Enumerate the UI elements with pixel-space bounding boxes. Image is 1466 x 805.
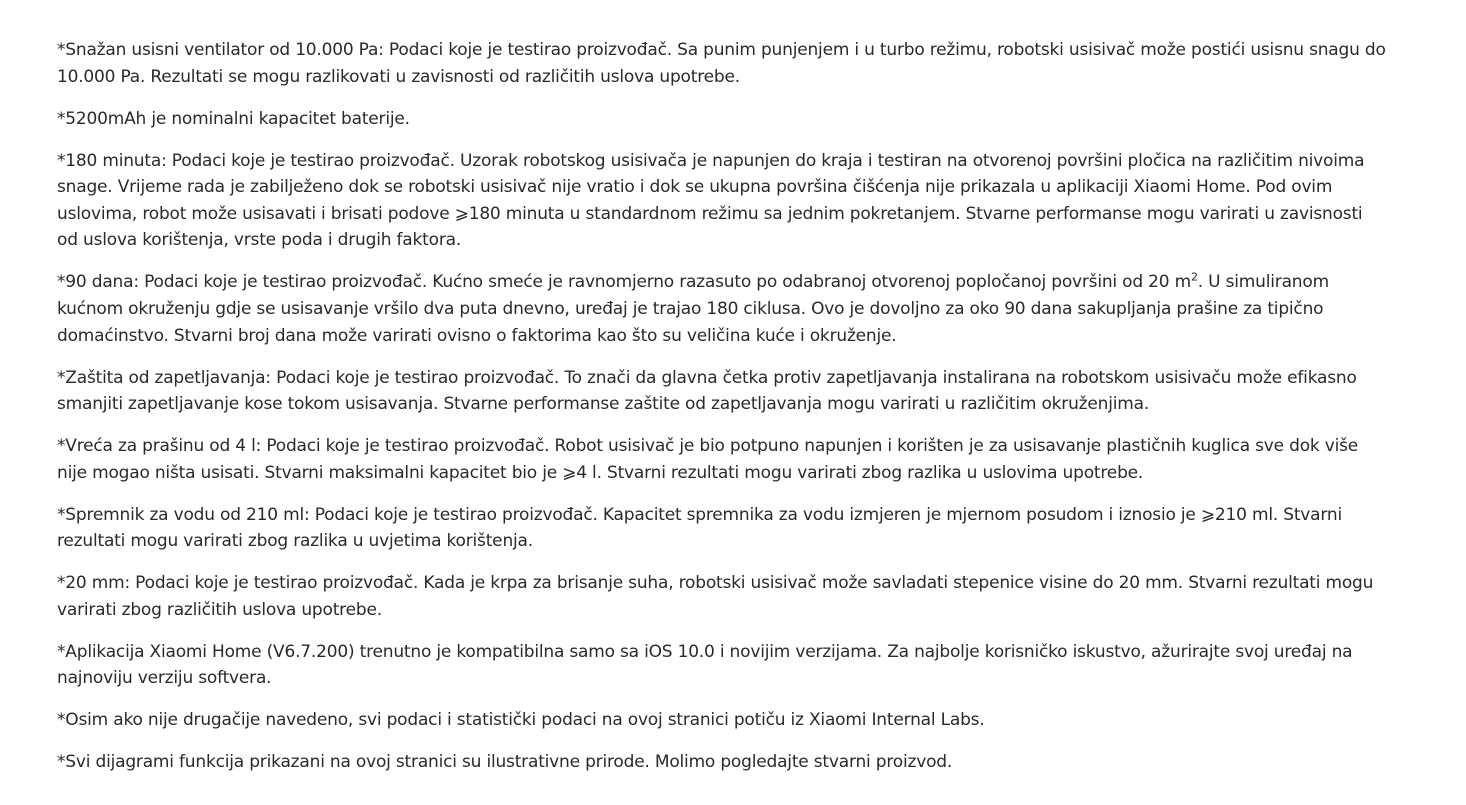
note-obstacle-climbing: *20 mm: Podaci koje je testirao proizvođač. Kada je krpa za brisanje suha, robotski usisivač može savladati stepenice visine do 20 mm. Stvarni rezultati mogu varirati zbog različitih uslova upotrebe.	[57, 573, 1374, 620]
note-illustrative-diagrams: *Svi dijagrami funkcija prikazani na ovoj stranici su ilustrativne prirode. Molimo pogledajte stvarni proizvod.	[57, 752, 953, 773]
note-battery-capacity: *5200mAh je nominalni kapacitet baterije.	[57, 108, 410, 129]
note-dust-bag-days-before: *90 dana: Podaci koje je testirao proizvođač. Kućno smeće je ravnomjerno razasuto po odabranoj otvorenoj popločanoj površini od 20 m	[57, 272, 1191, 293]
note-anti-tangle: *Zaštita od zapetljavanja: Podaci koje je testirao proizvođač. To znači da glavna četka protiv zapetljavanja instalirana na robotskom usisivaču može efikasno smanjiti zapetljavanje kose tokom usisavanja. Stvarne performanse zaštite od zapetljavanja mogu varirati u različitim okruženjima.	[57, 367, 1357, 415]
note-dust-bag-days-after: . U simuliranom kućnom okruženju gdje se usisavanje vršilo dva puta dnevno, uređaj je trajao 180 ciklusa. Ovo je dovoljno za oko 90 dana sakupljanja prašine za tipično domaćinstvo. Stvarni broj dana može varirati ovisno o faktorima kao što su veličina kuće i okruženje.	[57, 272, 1329, 346]
note-data-source: *Osim ako nije drugačije navedeno, svi podaci i statistički podaci na ovoj stranici potiču iz Xiaomi Internal Labs.	[57, 710, 985, 731]
disclaimer-notes	[57, 37, 1387, 791]
note-water-tank: *Spremnik za vodu od 210 ml: Podaci koje je testirao proizvođač. Kapacitet spremnika za vodu izmjeren je mjernom posudom i iznosio je ⩾210 ml. Stvarni rezultati mogu varirati zbog razlika u uvjetima korištenja.	[57, 504, 1342, 552]
note-dust-bag-days-sup: 2	[1190, 270, 1198, 284]
note-dust-bag-days	[57, 269, 1387, 349]
note-suction-power: *Snažan usisni ventilator od 10.000 Pa: Podaci koje je testirao proizvođač. Sa punim punjenjem i u turbo režimu, robotski usisivač može postići usisnu snagu do 10.000 Pa. Rezultati se mogu razlikovati u zavisnosti od različitih uslova upotrebe.	[57, 40, 1386, 87]
note-dust-bag-capacity: *Vreća za prašinu od 4 l: Podaci koje je testirao proizvođač. Robot usisivač je bio potpuno napunjen i korišten je za usisavanje plastičnih kuglica sve dok više nije mogao ništa usisati. Stvarni maksimalni kapacitet bio je ⩾4 l. Stvarni rezultati mogu varirati zbog razlika u uslovima upotrebe.	[57, 436, 1359, 483]
note-runtime: *180 minuta: Podaci koje je testirao proizvođač. Uzorak robotskog usisivača je napunjen do kraja i testiran na otvorenoj površini pločica na različitim nivoima snage. Vrijeme rada je zabilježeno dok se robotski usisivač nije vratio i dok se ukupna površina čišćenja nije prikazala u aplikaciji Xiaomi Home. Pod ovim uslovima, robot može usisavati i brisati podove ⩾180 minuta u standardnom režimu sa jednim pokretanjem. Stvarne performanse mogu varirati u zavisnosti od uslova korištenja, vrste poda i drugih faktora.	[57, 150, 1365, 251]
note-app-compatibility: *Aplikacija Xiaomi Home (V6.7.200) trenutno je kompatibilna samo sa iOS 10.0 i novijim verzijama. Za najbolje korisničko iskustvo, ažurirajte svoj uređaj na najnoviju verziju softvera.	[57, 641, 1353, 689]
